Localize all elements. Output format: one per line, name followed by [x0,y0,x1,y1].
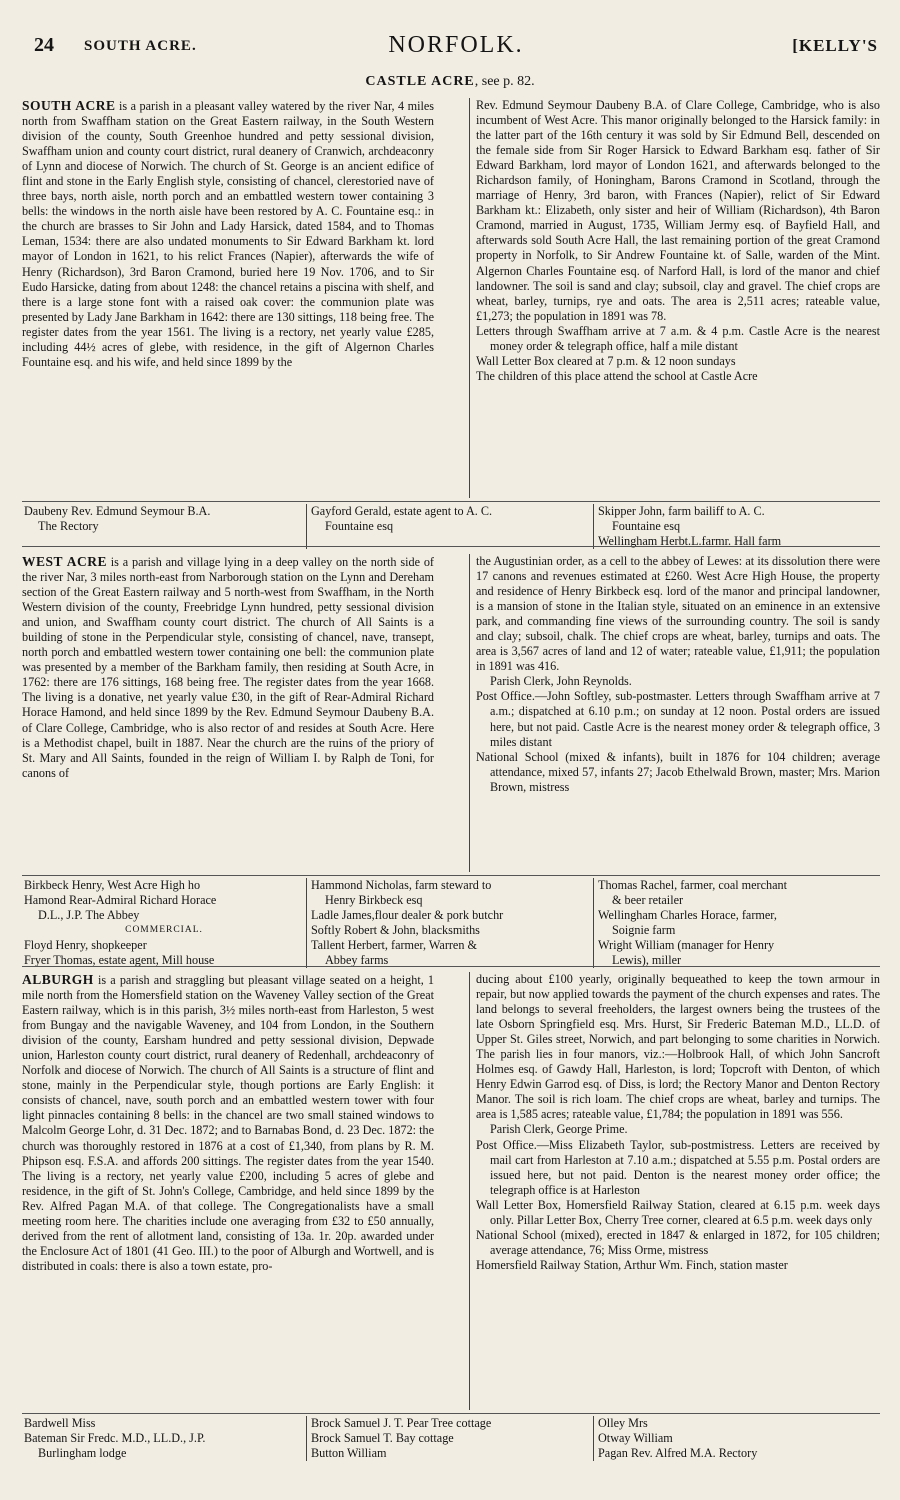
directory-entry: Lewis), miller [612,953,682,967]
south-acre-directory [22,501,880,549]
directory-entry: Henry Birkbeck esq [325,893,423,907]
directory-subheading: COMMERCIAL. [125,925,203,935]
xref-place: CASTLE ACRE [365,74,475,89]
west-acre-title: WEST ACRE [22,554,107,569]
west-acre-post-office: Post Office.—John Softley, sub-postmaster. Letters through Swaffham arrive at 7 a.m.; dispatched at 6.10 p.m.; on sunday at 12 noon. Postal orders are issued here, but not paid. Castle Acre is the nearest money order & telegraph office, 3 miles distant [476,689,880,749]
alburgh-school: National School (mixed), erected in 1847 & enlarged in 1872, for 105 children; average attendance, 76; Miss Orme, mistress [476,1227,880,1257]
directory-column [22,878,306,968]
running-section-title: SOUTH ACRE. [84,38,197,54]
directory-entry: Wellingham Herbt.L.farmr. Hall farm [598,534,782,548]
south-acre-description-cont: Rev. Edmund Seymour Daubeny B.A. of Clare College, Cambridge, who is also incumbent of West Acre. This manor originally belonged to the Harsick family: in the latter part of the 16th century it was sold by Sir Edmund Bell, descended on the female side from Sir Roger Harsick to Edward Barkham esq. father of Sir Edward Barkham, lord mayor of London 1621, and afterwards belonged to the Richardson family, of Honingham, Barons Cramond in Scotland, through the marriage of Henry, 3rd baron, with Frances (Napier), relict of Sir Edward Barkham kt.: Elizabeth, only sister and heir of William (Richardson), 4th Baron Cramond, married in August, 1735, William Jermy esq. of Bayfield Hall, and afterwards sold South Acre Hall, the last remaining portion of the great Cramond property in Norfolk, to Sir Andrew Fountaine kt. of Salle, warden of the Mint. Algernon Charles Fountaine esq. of Narford Hall, is lord of the manor and chief landowner. The soil is sand and clay; subsoil, clay and gravel. The chief crops are wheat, barley, turnips, rye and oats. The area is 2,511 acres; rateable value, £1,273; the population in 1891 was 78. [476,98,880,323]
west-acre-left-column [22,554,434,872]
directory-entry: Wright William (manager for Henry [598,938,775,952]
directory-column [593,878,880,968]
directory-entry: Soignie farm [612,923,676,937]
south-acre-school: The children of this place attend the school at Castle Acre [476,368,758,383]
alburgh-left-column [22,972,434,1410]
directory-entry: Hamond Rear-Admiral Richard Horace [24,893,217,907]
directory-column [593,1416,880,1461]
alburgh-letter-box: Wall Letter Box, Homersfield Railway Station, cleared at 6.15 p.m. week days only. Pillar Letter Box, Cherry Tree corner, cleared at 6.5 p.m. week days only [476,1197,880,1227]
page-number: 24 [34,34,54,56]
directory-entry: Wellingham Charles Horace, farmer, [598,908,777,922]
cross-reference [0,74,900,90]
directory-entry: Birkbeck Henry, West Acre High ho [24,878,201,892]
xref-text: , see p. 82. [474,74,535,89]
south-acre-letter-box: Wall Letter Box cleared at 7 p.m. & 12 noon sundays [476,353,736,368]
south-acre-title: SOUTH ACRE [22,98,116,113]
directory-entry: D.L., J.P. The Abbey [38,908,140,922]
section-divider [22,546,880,547]
directory-entry: Burlingham lodge [38,1446,127,1460]
directory-column [306,1416,593,1461]
directory-entry: Floyd Henry, shopkeeper [24,938,147,952]
directory-entry: Abbey farms [325,953,389,967]
directory-entry: Fountaine esq [325,519,394,533]
directory-column [22,1416,306,1461]
alburgh-directory [22,1413,880,1461]
south-acre-description: SOUTH ACRE is a parish in a pleasant valley watered by the river Nar, 4 miles north from Swaffham station on the Great Eastern railway, in the South Western division of the county, South Greenhoe hundred and petty sessional division, Swaffham union and county court district, rural deanery of Cranwich, archdeaconry of Lynn and diocese of Norwich. The church of St. George is an ancient edifice of flint and stone in the Early English style, consisting of chancel, clerestoried nave of three bays, north aisle, north porch and an embattled western tower containing 3 bells: the windows in the north aisle have been restored by A. C. Fountaine esq.: in the church are brasses to Sir John and Lady Harsick, dated 1584, and to Thomas Leman, 1534: there are also undated monuments to Sir Edward Barkham kt. lord mayor of London in 1621, to his relict Frances (Napier), afterwards the wife of Henry (Richardson), 3rd Baron Cramond, buried here 19 Nov. 1706, and to Sir Eudo Harsicke, dating from about 1248: the chancel retains a piscina with shelf, and there is a large stone font with a raised oak cover: the communion plate was presented by Lady Jane Barkham in 1642: there are 130 sittings, 118 being free. The register dates from the year 1561. The living is a rectory, net yearly value £285, including 44½ acres of glebe, with residence, in the gift of Algernon Charles Fountaine esq. and his wife, and held since 1899 by the [22,98,434,369]
south-acre-right-column [469,98,880,498]
directory-entry: The Rectory [38,519,99,533]
directory-entry: Fryer Thomas, estate agent, Mill house [24,953,215,967]
south-acre-letters: Letters through Swaffham arrive at 7 a.m. & 4 p.m. Castle Acre is the nearest money order & telegraph office, half a mile distant [476,323,880,353]
alburgh-right-column [469,972,880,1410]
west-acre-description-cont: the Augustinian order, as a cell to the abbey of Lewes: at its dissolution there were 17 canons and revenues estimated at £260. West Acre High House, the property and residence of Henry Birkbeck esq. lord of the manor and principal landowner, is a mansion of stone in the Italian style, situated on an eminence in an extensive park, and commanding fine views of the surrounding country. The soil is sandy and clay; subsoil, chalk. The chief crops are wheat, barley, turnips and oats. The area is 3,567 acres of land and 12 of water; rateable value, £1,911; the population in 1891 was 416. [476,554,880,674]
alburgh-description-cont: ducing about £100 yearly, originally bequeathed to keep the town armour in repair, but now applied towards the payment of the church expenses and rates. The land belongs to several freeholders, the largest owners being the trustees of the late Osborn Springfield esq. Mrs. Hurst, Sir Frederic Bateman M.D., LL.D. of Upper St. Giles street, Norwich, and part belonging to some charities in Norwich. The parish lies in four manors, viz.:—Holbrook Hall, of which John Sancroft Holmes esq. of Gawdy Hall, Harleston, is lord; Topcroft with Denton, of which Henry Edwin Garrod esq. of Diss, is lord; the Rectory Manor and Denton Rectory Manor. The soil is rich loam. The chief crops are wheat, barley and turnips. The area is 1,585 acres; rateable value, £1,784; the population in 1891 was 556. [476,972,880,1122]
directory-entry: Ladle James,flour dealer & pork butchr [311,908,504,922]
directory-entry: Daubeny Rev. Edmund Seymour B.A. [24,504,211,518]
alburgh-railway-station: Homersfield Railway Station, Arthur Wm. Finch, station master [476,1257,788,1272]
west-acre-description: WEST ACRE is a parish and village lying in a deep valley on the north side of the river Nar, 3 miles north-east from Narborough station on the Lynn and Dereham section of the Great Eastern railway and 5 north-west from Swaffham, in the North Western division of the county, Freebridge Lynn hundred, petty sessional division and union, and Swaffham county court district. The church of All Saints is a building of stone in the Perpendicular style, consisting of chancel, nave, transept, north porch and embattled western tower containing one bell: the communion plate was presented by a member of the Barkham family, then residing at South Acre, in 1762: there are 176 sittings, 168 being free. The register dates from the year 1668. The living is a donative, net yearly value £30, in the gift of Rear-Admiral Richard Horace Hamond, and held since 1899 by the Rev. Edmund Seymour Daubeny B.A. of Clare College, Cambridge, who is also rector of and resides at South Acre. Here is a Methodist chapel, built in 1887. Near the church are the ruins of the priory of St. Mary and All Saints, founded in the reign of William I. by Ralph de Toni, for canons of [22,554,434,780]
west-acre-school: National School (mixed & infants), built in 1876 for 104 children; average attendance, mixed 57, infants 27; Jacob Ethelwald Brown, master; Mrs. Marion Brown, mistress [476,749,880,794]
directory-entry: Button William [311,1446,387,1460]
directory-entry: Thomas Rachel, farmer, coal merchant [598,878,788,892]
publisher-mark: [KELLY'S [792,36,878,55]
page-header [34,32,878,62]
directory-entry: Hammond Nicholas, farm steward to [311,878,492,892]
directory-entry: Skipper John, farm bailiff to A. C. [598,504,765,518]
directory-column [22,504,306,549]
directory-entry: Olley Mrs [598,1416,648,1430]
directory-entry: Brock Samuel T. Bay cottage [311,1431,454,1445]
directory-entry: Gayford Gerald, estate agent to A. C. [311,504,493,518]
entry-south-acre [22,98,880,549]
directory-entry: Bateman Sir Fredc. M.D., LL.D., J.P. [24,1431,206,1445]
directory-entry: & beer retailer [612,893,684,907]
section-divider [22,966,880,967]
directory-entry: Softly Robert & John, blacksmiths [311,923,480,937]
entry-alburgh [22,972,880,1461]
directory-entry: Pagan Rev. Alfred M.A. Rectory [598,1446,758,1460]
directory-column [306,878,593,968]
alburgh-title: ALBURGH [22,972,94,987]
directory-entry: Otway William [598,1431,673,1445]
directory-entry: Bardwell Miss [24,1416,96,1430]
alburgh-parish-clerk: Parish Clerk, George Prime. [490,1122,628,1137]
county-title: NORFOLK. [388,32,524,58]
directory-entry: Fountaine esq [612,519,681,533]
south-acre-left-column [22,98,434,498]
directory-column [306,504,593,549]
alburgh-post-office: Post Office.—Miss Elizabeth Taylor, sub-postmistress. Letters are received by mail cart from Harleston at 7.10 a.m.; dispatched at 5.55 p.m. Postal orders are issued here, but not paid. Denton is the nearest money order office; the telegraph office is at Harleston [476,1137,880,1197]
west-acre-parish-clerk: Parish Clerk, John Reynolds. [490,674,632,689]
west-acre-directory [22,875,880,968]
directory-column [593,504,880,549]
west-acre-right-column [469,554,880,872]
directory-entry: Tallent Herbert, farmer, Warren & [311,938,477,952]
alburgh-description: ALBURGH is a parish and straggling but pleasant village seated on a height, 1 mile north from the Homersfield station on the Waveney Valley section of the Great Eastern railway, which is in this parish, 3½ miles north-east from Harleston, 5 west from Bungay and the navigable Waveney, and 104 from London, in the Southern division of the county, Earsham hundred and petty sessional division, Depwade union, Harleston county court district, rural deanery of Redenhall, archdeaconry of Norfolk and diocese of Norwich. The church of All Saints is a structure of flint and stone, mainly in the Perpendicular style, though portions are Early English: it consists of chancel, nave, south porch and an embattled western tower with four light pinnacles containing 8 bells: in the chancel are two small stained windows to Malcolm George Lohr, d. 31 Dec. 1872; and to Barnabas Bond, d. 23 Dec. 1872: the church was thoroughly restored in 1876 at a cost of £1,340, from plans by R. M. Phipson esq. F.S.A. and affords 200 sittings. The register dates from the year 1540. The living is a rectory, net yearly value £200, including 5 acres of glebe and residence, in the gift of St. John's College, Cambridge, and held since 1899 by the Rev. Alfred Pagan M.A. of that college. The Congregationalists have a small meeting room here. The charities include one averaging from £32 to £50 annually, derived from the rent of allotment land, consisting of 13a. 1r. 20p. awarded under the Enclosure Act of 1801 (41 Geo. III.) to the poor of Alburgh and Wortwell, and is distributed in coals: there is also a town estate, pro- [22,972,434,1273]
directory-entry: Brock Samuel J. T. Pear Tree cottage [311,1416,492,1430]
entry-west-acre [22,554,880,968]
